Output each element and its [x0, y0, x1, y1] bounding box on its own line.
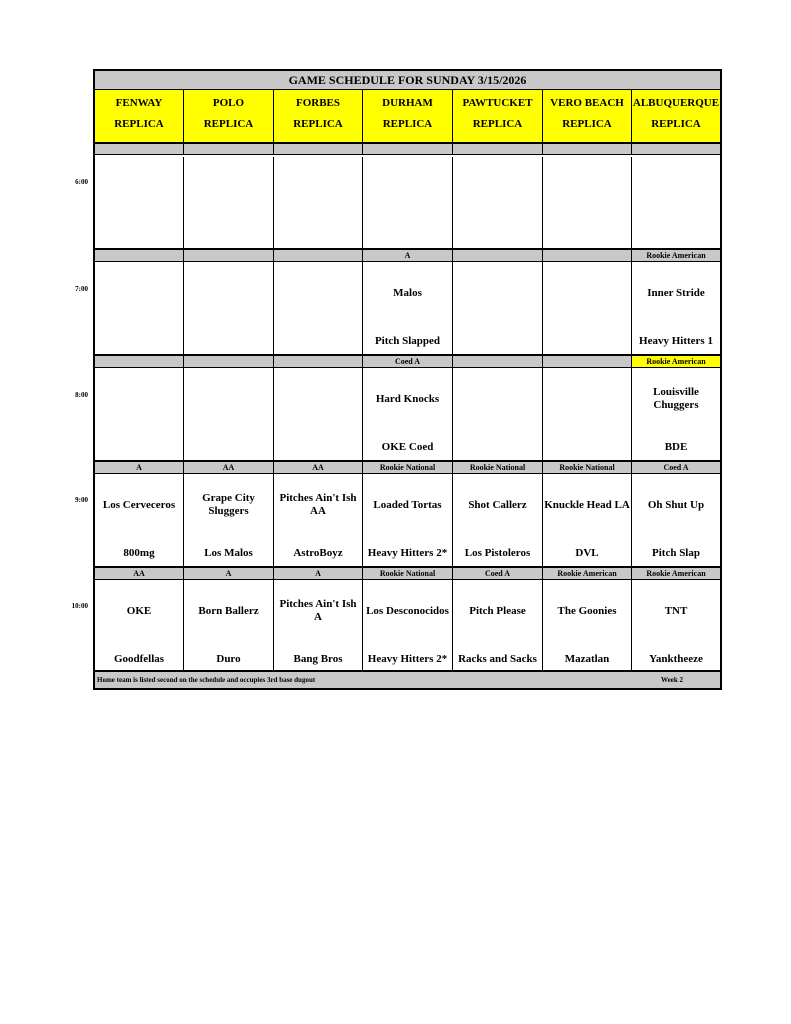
home-team: Heavy Hitters 2* [367, 652, 448, 665]
division-label [543, 143, 632, 155]
field-header [453, 90, 543, 143]
game-cell [453, 474, 543, 567]
division-label: Coed A [632, 461, 720, 474]
division-label: Rookie American [632, 249, 720, 262]
game-cell [363, 474, 453, 567]
away-team [275, 173, 361, 203]
footer-note: Home team is listed second on the schedule and occupies 3rd base dugout [97, 676, 316, 684]
home-team: Duro [216, 652, 241, 665]
division-label [95, 249, 184, 262]
away-team [544, 384, 630, 414]
home-team: AstroBoyz [293, 546, 343, 559]
home-team: Bang Bros [293, 652, 343, 665]
game-cell [453, 262, 543, 355]
home-team: Racks and Sacks [458, 652, 537, 665]
division-label: Rookie National [363, 567, 453, 580]
game-cell [632, 474, 720, 567]
division-label [363, 143, 453, 155]
division-label [274, 143, 363, 155]
away-team: Malos [393, 286, 422, 299]
away-team: TNT [664, 604, 688, 617]
away-team [454, 278, 541, 308]
away-team [96, 278, 182, 308]
away-team [544, 278, 630, 308]
home-team: Los Malos [204, 546, 253, 559]
division-label: A [274, 567, 363, 580]
away-team: Born Ballerz [198, 604, 259, 617]
game-cell [363, 262, 453, 355]
field-header [95, 90, 184, 143]
field-name: ALBUQUERQUE [632, 97, 720, 109]
home-team [96, 221, 182, 251]
game-cell [274, 262, 363, 355]
home-team [96, 432, 182, 462]
away-team [185, 384, 272, 414]
field-type: REPLICA [293, 118, 343, 130]
game-cell [632, 157, 720, 249]
home-team: OKE Coed [381, 440, 434, 453]
away-team [185, 173, 272, 203]
home-team: Pitch Slap [652, 546, 700, 559]
division-label [453, 143, 543, 155]
field-header [632, 90, 720, 143]
division-label [543, 355, 632, 368]
division-label: A [363, 249, 453, 262]
game-cell [363, 368, 453, 461]
division-label: AA [274, 461, 363, 474]
home-team: Heavy Hitters 1 [639, 334, 713, 347]
game-cell [274, 368, 363, 461]
division-label: AA [95, 567, 184, 580]
away-team: Los Cerveceros [102, 498, 176, 511]
field-header [274, 90, 363, 143]
game-cell [632, 580, 720, 671]
field-header [543, 90, 632, 143]
game-cell [95, 157, 184, 249]
time-label: 10:00 [71, 602, 88, 610]
division-label [274, 249, 363, 262]
division-label [453, 249, 543, 262]
week-label: Week 2 [661, 676, 683, 684]
division-label: A [184, 567, 274, 580]
division-label [274, 355, 363, 368]
field-name: FORBES [295, 97, 340, 109]
game-cell [95, 368, 184, 461]
game-cell [453, 368, 543, 461]
away-team [275, 278, 361, 308]
home-team: Yanktheeze [649, 652, 703, 665]
away-team [364, 173, 451, 203]
away-team: Oh Shut Up [647, 498, 705, 511]
home-team [185, 221, 272, 251]
home-team [544, 221, 630, 251]
away-team: Inner Stride [647, 286, 705, 299]
game-cell [453, 580, 543, 671]
field-name: POLO [212, 97, 245, 109]
away-team [633, 173, 719, 203]
home-team [454, 326, 541, 356]
away-team: Pitches Ain't Ish A [279, 598, 357, 623]
game-cell [184, 580, 274, 671]
home-team [633, 221, 719, 251]
division-label [543, 249, 632, 262]
schedule-title: GAME SCHEDULE FOR SUNDAY 3/15/2026 [95, 71, 720, 90]
away-team [454, 173, 541, 203]
away-team [96, 173, 182, 203]
home-team [544, 432, 630, 462]
time-label: 8:00 [75, 391, 88, 399]
home-team [454, 221, 541, 251]
division-label: A [95, 461, 184, 474]
game-cell [543, 368, 632, 461]
away-team: Hard Knocks [375, 392, 440, 405]
division-label: Coed A [363, 355, 453, 368]
field-type: REPLICA [203, 118, 254, 130]
away-team: Loaded Tortas [373, 498, 442, 511]
away-team: Pitch Please [469, 604, 526, 617]
division-label [95, 143, 184, 155]
field-header [363, 90, 453, 143]
division-label [184, 249, 274, 262]
division-label: AA [184, 461, 274, 474]
field-type: REPLICA [651, 118, 701, 130]
time-label: 6:00 [75, 178, 88, 186]
home-team [96, 326, 182, 356]
away-team: Knuckle Head LA [544, 498, 630, 511]
away-team [96, 384, 182, 414]
division-label [453, 355, 543, 368]
field-type: REPLICA [562, 118, 612, 130]
division-label: Rookie National [363, 461, 453, 474]
home-team [364, 221, 451, 251]
division-label: Coed A [453, 567, 543, 580]
field-name: FENWAY [115, 97, 163, 109]
game-cell [543, 157, 632, 249]
home-team [185, 432, 272, 462]
game-cell [274, 474, 363, 567]
game-cell [184, 474, 274, 567]
division-label: Rookie National [543, 461, 632, 474]
away-team [544, 173, 630, 203]
game-cell [543, 474, 632, 567]
game-cell [543, 262, 632, 355]
home-team: DVL [575, 546, 599, 559]
game-cell [184, 157, 274, 249]
schedule-table [93, 69, 722, 690]
division-label: Rookie American [632, 567, 720, 580]
game-cell [184, 262, 274, 355]
game-cell [184, 368, 274, 461]
game-cell [363, 580, 453, 671]
field-name: PAWTUCKET [462, 97, 533, 109]
away-team: Louisville Chuggers [653, 386, 699, 411]
time-label: 7:00 [75, 285, 88, 293]
home-team [185, 326, 272, 356]
division-label: Rookie American [632, 355, 720, 368]
division-label: Rookie National [453, 461, 543, 474]
home-team [454, 432, 541, 462]
time-label: 9:00 [75, 496, 88, 504]
home-team: Pitch Slapped [374, 334, 441, 347]
field-name: DURHAM [382, 97, 433, 109]
home-team [275, 326, 361, 356]
away-team: Grape City Sluggers [202, 492, 255, 517]
game-cell [95, 474, 184, 567]
away-team [454, 384, 541, 414]
away-team: Shot Callerz [468, 498, 527, 511]
game-cell [95, 580, 184, 671]
division-label [632, 143, 720, 155]
home-team [544, 326, 630, 356]
away-team: OKE [126, 604, 152, 617]
home-team [275, 221, 361, 251]
away-team [275, 384, 361, 414]
game-cell [453, 157, 543, 249]
away-team: Los Desconocidos [366, 604, 449, 617]
field-type: REPLICA [382, 118, 433, 130]
game-cell [632, 368, 720, 461]
field-type: REPLICA [472, 118, 523, 130]
game-cell [632, 262, 720, 355]
game-cell [274, 157, 363, 249]
away-team: Pitches Ain't Ish AA [279, 492, 357, 517]
game-cell [363, 157, 453, 249]
division-label: Rookie American [543, 567, 632, 580]
field-header [184, 90, 274, 143]
home-team: Goodfellas [113, 652, 165, 665]
field-type: REPLICA [114, 118, 164, 130]
home-team: 800mg [123, 546, 155, 559]
home-team: Heavy Hitters 2* [367, 546, 448, 559]
division-label [95, 355, 184, 368]
game-cell [95, 262, 184, 355]
home-team [275, 432, 361, 462]
away-team: The Goonies [557, 604, 617, 617]
field-name: VERO BEACH [550, 97, 624, 109]
away-team [185, 278, 272, 308]
game-cell [274, 580, 363, 671]
division-label [184, 355, 274, 368]
home-team: Los Pistoleros [464, 546, 531, 559]
home-team: BDE [664, 440, 688, 453]
division-label [184, 143, 274, 155]
home-team: Mazatlan [564, 652, 610, 665]
game-cell [543, 580, 632, 671]
